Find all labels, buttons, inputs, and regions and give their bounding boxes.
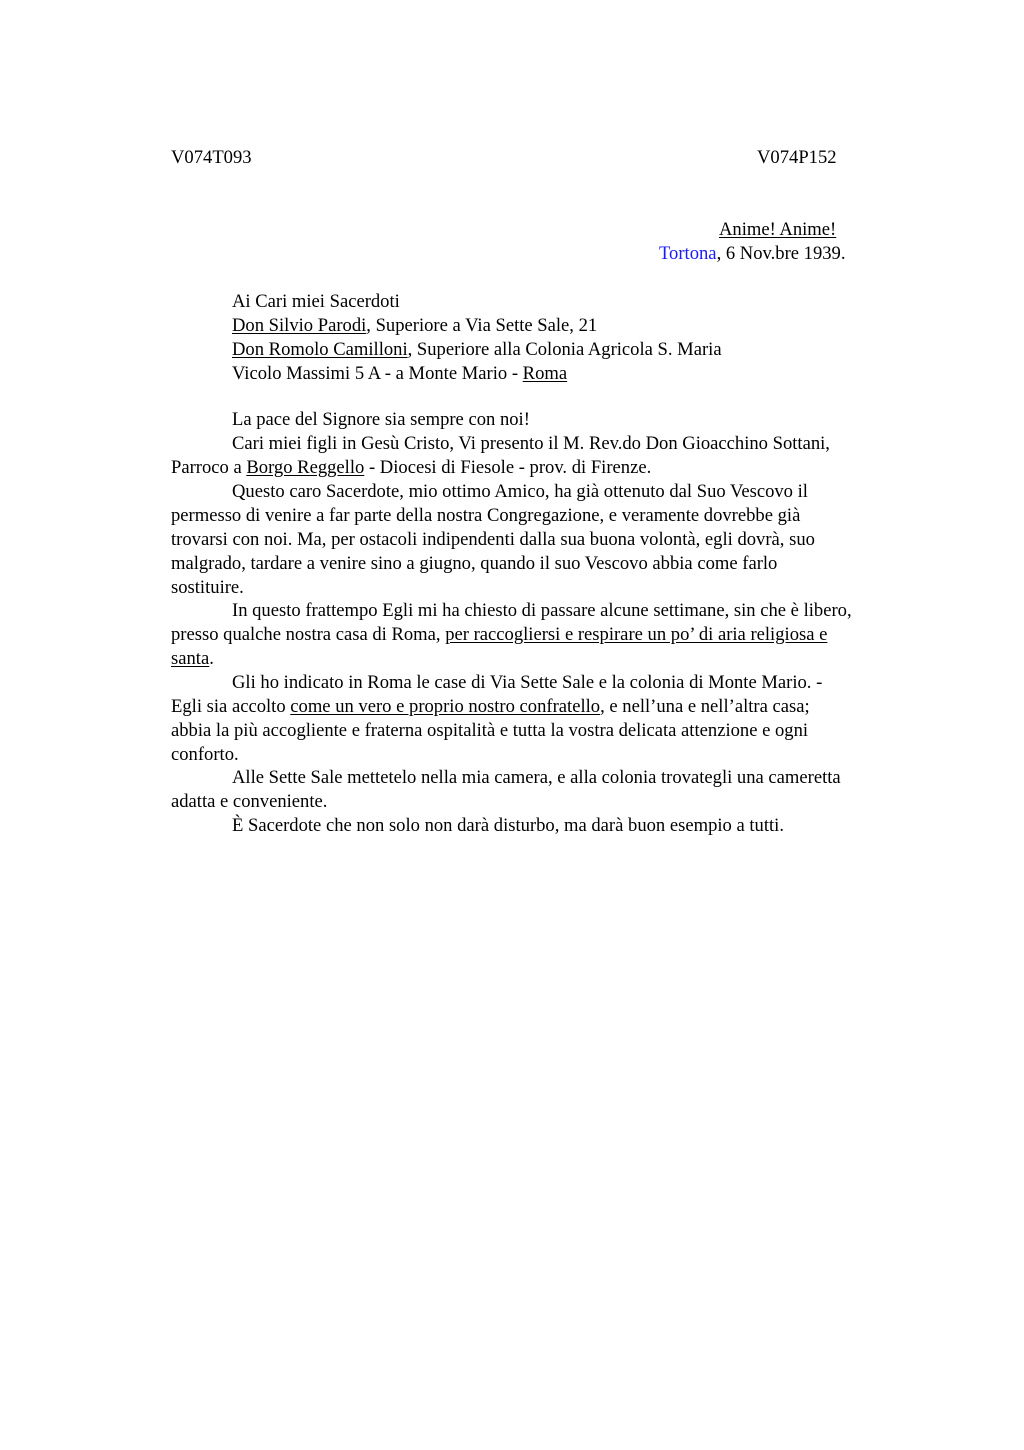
body-line: permesso di venire a far parte della nostra Congregazione, e veramente dovrebbe già: [171, 505, 801, 526]
place-name: Borgo Reggello: [246, 457, 365, 478]
body-line: adatta e conveniente.: [171, 791, 328, 812]
body-line: conforto.: [171, 744, 239, 765]
body-line: [171, 695, 810, 719]
body-line: [171, 647, 214, 671]
body-line: Gli ho indicato in Roma le case di Via Sette Sale e la colonia di Monte Mario. -: [232, 672, 823, 693]
addressee-city: Roma: [522, 363, 568, 384]
body-text: Parroco a: [171, 457, 247, 478]
body-text: .: [209, 648, 214, 669]
addressee-detail: , Superiore a Via Sette Sale, 21: [366, 315, 598, 336]
addressee-line: Ai Cari miei Sacerdoti: [232, 291, 400, 312]
body-line: Questo caro Sacerdote, mio ottimo Amico, ha già ottenuto dal Suo Vescovo il: [232, 481, 808, 502]
addressee-line: [232, 338, 722, 362]
body-text: , e nell’una e nell’altra casa;: [600, 696, 810, 717]
underlined-phrase: per raccogliersi e respirare un po’ di aria religiosa e: [445, 624, 828, 645]
body-line: Alle Sette Sale mettetelo nella mia camera, e alla colonia trovategli una cameretta: [232, 767, 841, 788]
body-text: presso qualche nostra casa di Roma,: [171, 624, 446, 645]
dateline-date: , 6 Nov.bre 1939.: [716, 243, 846, 264]
dateline: [659, 242, 846, 266]
addressee-line: [232, 362, 567, 386]
greeting: La pace del Signore sia sempre con noi!: [232, 409, 530, 430]
addressee-line: [232, 314, 597, 338]
addressee-name: Don Romolo Camilloni: [232, 339, 408, 360]
body-line: abbia la più accogliente e fraterna ospitalità e tutta la vostra delicata attenzione e ogni: [171, 720, 809, 741]
motto-text: Anime! Anime!: [719, 219, 837, 240]
body-text: Egli sia accolto: [171, 696, 291, 717]
body-line: È Sacerdote che non solo non darà disturbo, ma darà buon esempio a tutti.: [232, 815, 784, 836]
body-line: malgrado, tardare a venire sino a giugno, quando il suo Vescovo abbia come farlo: [171, 553, 778, 574]
underlined-phrase: come un vero e proprio nostro confratello: [290, 696, 601, 717]
dateline-place[interactable]: Tortona: [659, 243, 717, 264]
addressee-name: Don Silvio Parodi: [232, 315, 367, 336]
body-line: Cari miei figli in Gesù Cristo, Vi presento il M. Rev.do Don Gioacchino Sottani,: [232, 433, 830, 454]
body-line: In questo frattempo Egli mi ha chiesto di passare alcune settimane, sin che è libero,: [232, 600, 852, 621]
body-line: [171, 623, 827, 647]
addressee-detail: Vicolo Massimi 5 A - a Monte Mario -: [232, 363, 523, 384]
body-line: [171, 456, 651, 480]
addressee-detail: , Superiore alla Colonia Agricola S. Maria: [407, 339, 722, 360]
motto: [719, 218, 836, 242]
body-line: sostituire.: [171, 577, 244, 598]
underlined-phrase: santa: [171, 648, 210, 669]
body-text: - Diocesi di Fiesole - prov. di Firenze.: [364, 457, 652, 478]
doc-code-right: V074P152: [757, 147, 837, 168]
doc-code-left: V074T093: [171, 147, 252, 168]
body-line: trovarsi con noi. Ma, per ostacoli indipendenti dalla sua buona volontà, egli dovrà, suo: [171, 529, 815, 550]
